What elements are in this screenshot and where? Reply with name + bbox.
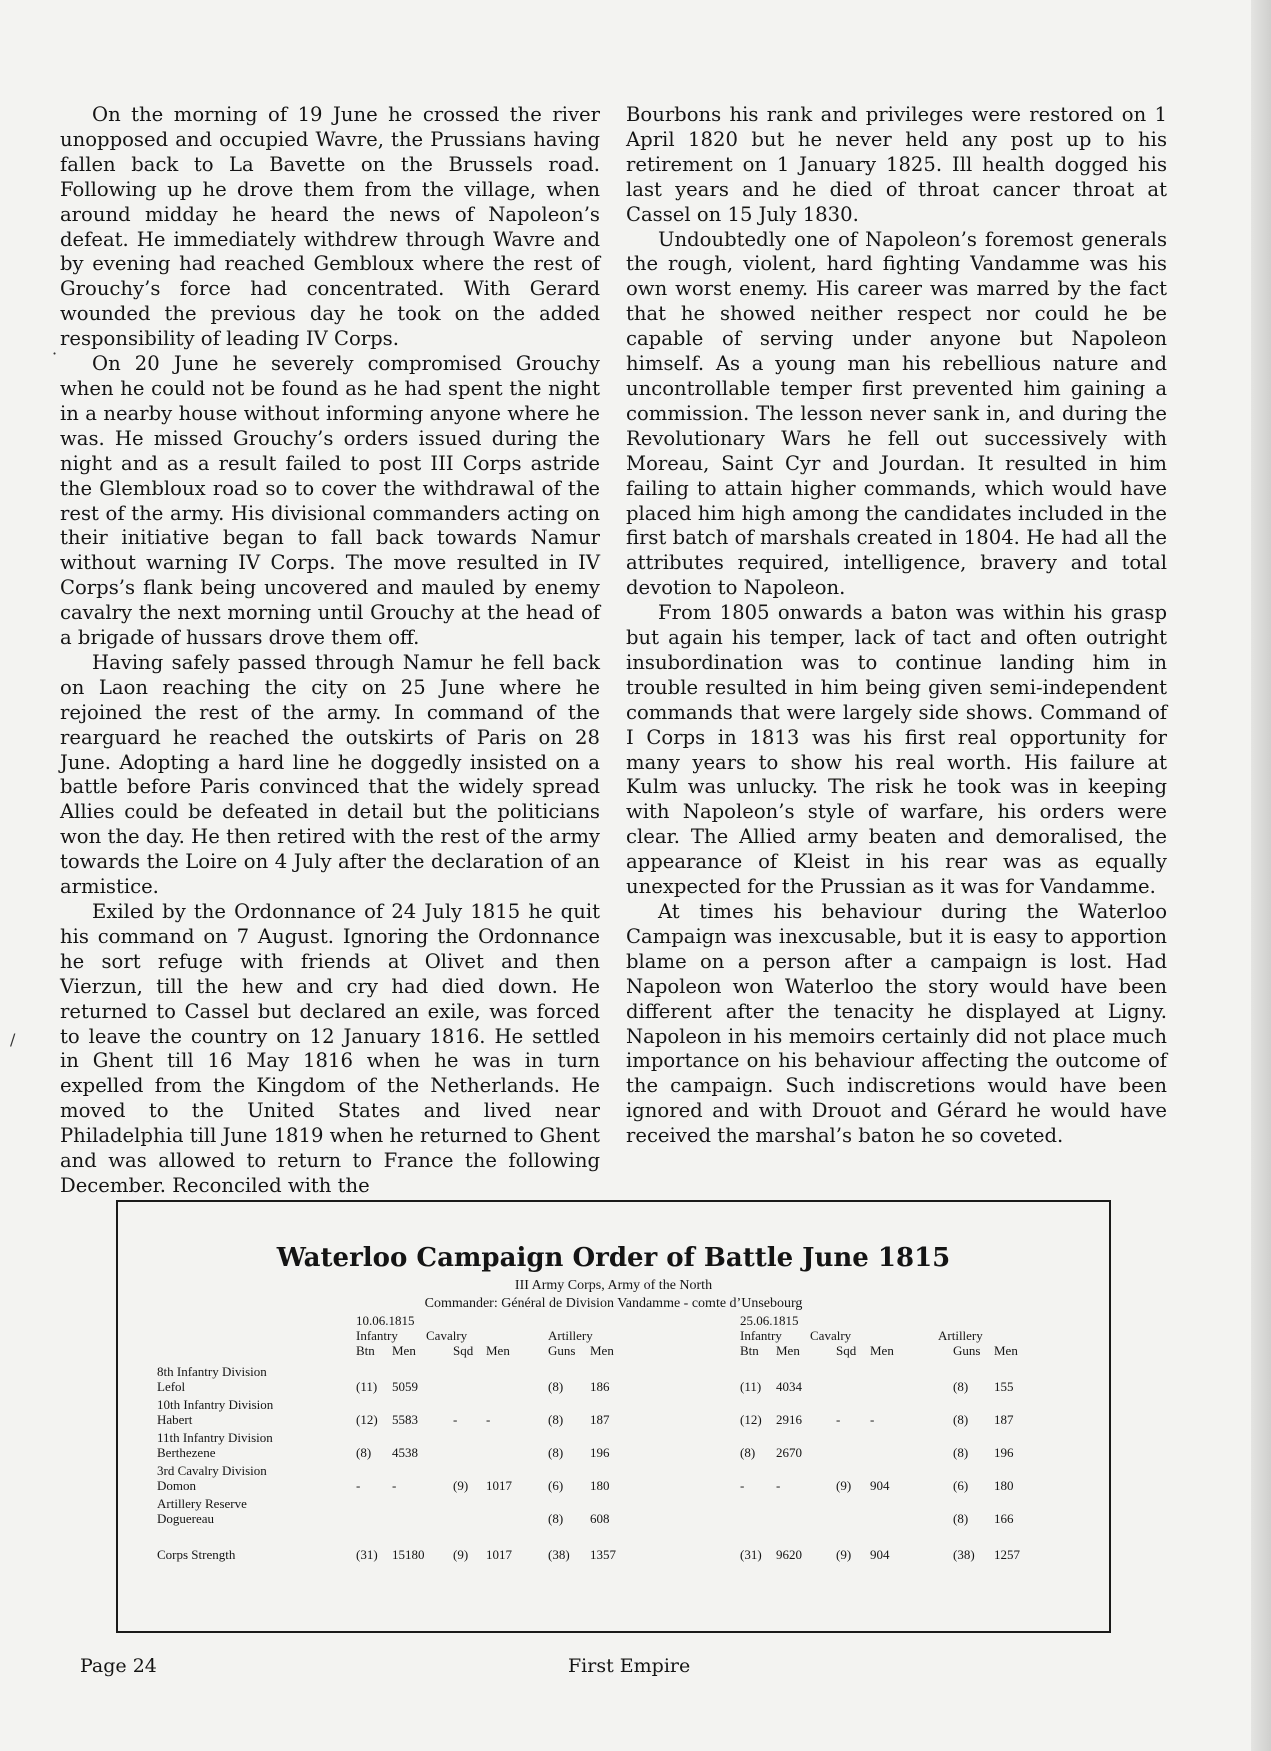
column-subheader: Men (590, 1343, 614, 1358)
table-cell: (8) (356, 1445, 372, 1460)
paragraph: Bourbons his rank and privileges were restored on 1 April 1820 but he never held any post up to his retirement on 1 January 1825. Ill health dogged his last years and he died of throat cancer throat at Cassel on 15 July 1830. (626, 103, 1167, 226)
table-cell: (12) (740, 1412, 762, 1427)
total-cell: (38) (953, 1547, 975, 1562)
paragraph: On the morning of 19 June he crossed the river unopposed and occupied Wavre, the Prussians having fallen back to La Bavette on the Brussels road. Following up he drove them from the village, when around midday he heard the news of Napoleon’s defeat. He immediately withdrew through Wavre and by evening had reached Gembloux where the rest of Grouchy’s force had concentrated. With Gerard wounded the previous day he took on the added responsibility of leading IV Corps. (60, 103, 600, 351)
page-edge (1251, 0, 1271, 1751)
table-cell: (8) (953, 1412, 969, 1427)
text-column-left (60, 103, 600, 1199)
page-number: Page 24 (80, 1655, 157, 1677)
table-cell: - (486, 1412, 491, 1427)
commander-name: Domon (157, 1478, 196, 1493)
paragraph: Undoubtedly one of Napoleon’s foremost generals the rough, violent, hard fighting Vandamme was his own worst enemy. His career was marred by the fact that he showed neither respect nor could he be capable of serving under anyone but Napoleon himself. As a young man his rebellious nature and uncontrollable temper first prevented him gaining a commission. The lesson never sank in, and during the Revolutionary Wars he fell out successively with Moreau, Saint Cyr and Jourdan. It resulted in him failing to attain higher commands, which would have placed him high among the candidates included in the first batch of marshals created in 1804. He had all the attributes required, intelligence, bravery and total devotion to Napoleon. (626, 227, 1167, 600)
column-subheader: Btn (740, 1343, 759, 1358)
table-cell: (12) (356, 1412, 378, 1427)
order-of-battle-box (116, 1200, 1111, 1633)
table-cell: - (392, 1478, 397, 1493)
table-cell: 187 (994, 1412, 1014, 1427)
division-label: 10th Infantry Division (157, 1397, 274, 1412)
commander-name: Habert (157, 1412, 193, 1427)
column-group-header: Artillery (938, 1328, 983, 1343)
table-cell: - (740, 1478, 745, 1493)
margin-mark: / (10, 1030, 16, 1049)
column-group-header: Infantry (740, 1328, 782, 1343)
total-label: Corps Strength (157, 1547, 236, 1562)
commander-name: Doguereau (157, 1511, 215, 1526)
division-label: 8th Infantry Division (157, 1364, 267, 1379)
table-cell: - (836, 1412, 841, 1427)
total-cell: (31) (740, 1547, 762, 1562)
total-cell: 1017 (486, 1547, 512, 1562)
total-cell: 1357 (590, 1547, 616, 1562)
table-cell: (6) (953, 1478, 969, 1493)
table-cell: 608 (590, 1511, 610, 1526)
margin-mark: · (52, 344, 58, 363)
column-subheader: Men (870, 1343, 894, 1358)
commander-name: Berthezene (157, 1445, 216, 1460)
total-cell: 9620 (776, 1547, 802, 1562)
table-cell: 196 (994, 1445, 1014, 1460)
table-cell: (8) (953, 1445, 969, 1460)
table-cell: (9) (453, 1478, 469, 1493)
table-cell: 1017 (486, 1478, 512, 1493)
paragraph: Having safely passed through Namur he fell back on Laon reaching the city on 25 June where he rejoined the rest of the army. In command of the rearguard he reached the outskirts of Paris on 28 June. Adopting a hard line he doggedly insisted on a battle before Paris convinced that the widely spread Allies could be defeated in detail but the politicians won the day. He then retired with the rest of the army towards the Loire on 4 July after the declaration of an armistice. (60, 650, 600, 899)
table-cell: (8) (953, 1379, 969, 1394)
total-cell: (9) (453, 1547, 469, 1562)
column-subheader: Men (776, 1343, 800, 1358)
table-cell: - (356, 1478, 361, 1493)
column-subheader: Guns (953, 1343, 981, 1358)
division-label: 3rd Cavalry Division (157, 1463, 267, 1478)
total-cell: 15180 (392, 1547, 425, 1562)
table-cell: 155 (994, 1379, 1014, 1394)
total-cell: 904 (870, 1547, 890, 1562)
column-group-header: Cavalry (810, 1328, 852, 1343)
table-cell: 187 (590, 1412, 610, 1427)
column-subheader: Sqd (836, 1343, 857, 1358)
column-subheader: Sqd (453, 1343, 474, 1358)
total-cell: 1257 (994, 1547, 1020, 1562)
column-subheader: Men (486, 1343, 510, 1358)
magazine-name: First Empire (568, 1655, 691, 1677)
table-cell: 4538 (392, 1445, 418, 1460)
oob-commander: Commander: Général de Division Vandamme - comte d’Unsebourg (424, 1296, 803, 1311)
table-cell: (6) (548, 1478, 564, 1493)
division-label: 11th Infantry Division (157, 1430, 273, 1445)
table-cell: 180 (994, 1478, 1014, 1493)
total-cell: (31) (356, 1547, 378, 1562)
column-group-header: Infantry (356, 1328, 398, 1343)
date-label: 10.06.1815 (356, 1313, 415, 1328)
table-cell: (8) (953, 1511, 969, 1526)
column-subheader: Men (392, 1343, 416, 1358)
division-label: Artillery Reserve (157, 1496, 247, 1511)
table-cell: 2670 (776, 1445, 802, 1460)
oob-title: Waterloo Campaign Order of Battle June 1815 (276, 1243, 951, 1273)
table-cell: (8) (548, 1511, 564, 1526)
table-cell: (11) (740, 1379, 762, 1394)
table-cell: - (870, 1412, 875, 1427)
column-group-header: Cavalry (426, 1328, 468, 1343)
table-cell: 4034 (776, 1379, 802, 1394)
total-cell: (38) (548, 1547, 570, 1562)
table-cell: 5059 (392, 1379, 418, 1394)
table-cell: 186 (590, 1379, 610, 1394)
table-cell: (9) (836, 1478, 852, 1493)
table-cell: 180 (590, 1478, 610, 1493)
paragraph: On 20 June he severely compromised Grouchy when he could not be found as he had spent the night in a nearby house without informing anyone where he was. He missed Grouchy’s orders issued during the night and as a result failed to post III Corps astride the Glembloux road so to cover the withdrawal of the rest of the army. His divisional commanders acting on their initiative began to fall back towards Namur without warning IV Corps. The move resulted in IV Corps’s flank being uncovered and mauled by enemy cavalry the next morning until Grouchy at the head of a brigade of hussars drove them off. (60, 352, 600, 650)
column-subheader: Guns (548, 1343, 576, 1358)
table-cell: 166 (994, 1511, 1014, 1526)
paragraph: At times his behaviour during the Waterloo Campaign was inexcusable, but it is easy to apportion blame on a person after a campaign is lost. Had Napoleon won Waterloo the story would have been different after the tenacity he displayed at Ligny. Napoleon in his memoirs certainly did not place much importance on his behaviour affecting the outcome of the campaign. Such indiscretions would have been ignored and with Drouot and Gérard he would have received the marshal’s baton he so coveted. (626, 900, 1167, 1148)
date-label: 25.06.1815 (740, 1313, 799, 1328)
table-cell: - (776, 1478, 781, 1493)
table-cell: (11) (356, 1379, 378, 1394)
table-cell: 904 (870, 1478, 890, 1493)
table-cell: 2916 (776, 1412, 802, 1427)
table-cell: (8) (548, 1445, 564, 1460)
table-cell: (8) (548, 1412, 564, 1427)
total-cell: (9) (836, 1547, 852, 1562)
paragraph: Exiled by the Ordonnance of 24 July 1815 he quit his command on 7 August. Ignoring the Ordonnance he sort refuge with friends at Olivet and then Vierzun, till the hew and cry had died down. He returned to Cassel but declared an exile, was forced to leave the country on 12 January 1816. He settled in Ghent till 16 May 1816 when he was in turn expelled from the Kingdom of the Netherlands. He moved to the United States and lived near Philadelphia till June 1819 when he returned to Ghent and was allowed to return to France the following December. Reconciled with the (60, 900, 601, 1197)
table-cell: (8) (740, 1445, 756, 1460)
text-column-right (626, 103, 1167, 1149)
oob-subtitle: III Army Corps, Army of the North (514, 1278, 713, 1293)
column-subheader: Btn (356, 1343, 375, 1358)
table-cell: 5583 (392, 1412, 418, 1427)
column-group-header: Artillery (548, 1328, 593, 1343)
column-subheader: Men (994, 1343, 1018, 1358)
commander-name: Lefol (157, 1379, 186, 1394)
table-cell: 196 (590, 1445, 610, 1460)
paragraph: From 1805 onwards a baton was within his grasp but again his temper, lack of tact and often outright insubordination was to continue landing him in trouble resulted in him being given semi-independent commands that were largely side shows. Command of I Corps in 1813 was his first real opportunity for many years to show his real worth. His failure at Kulm was unlucky. The risk he took was in keeping with Napoleon’s style of warfare, his orders were clear. The Allied army beaten and demoralised, the appearance of Kleist in his rear was as equally unexpected for the Prussian as it was for Vandamme. (626, 601, 1167, 899)
table-cell: - (453, 1412, 458, 1427)
table-cell: (8) (548, 1379, 564, 1394)
